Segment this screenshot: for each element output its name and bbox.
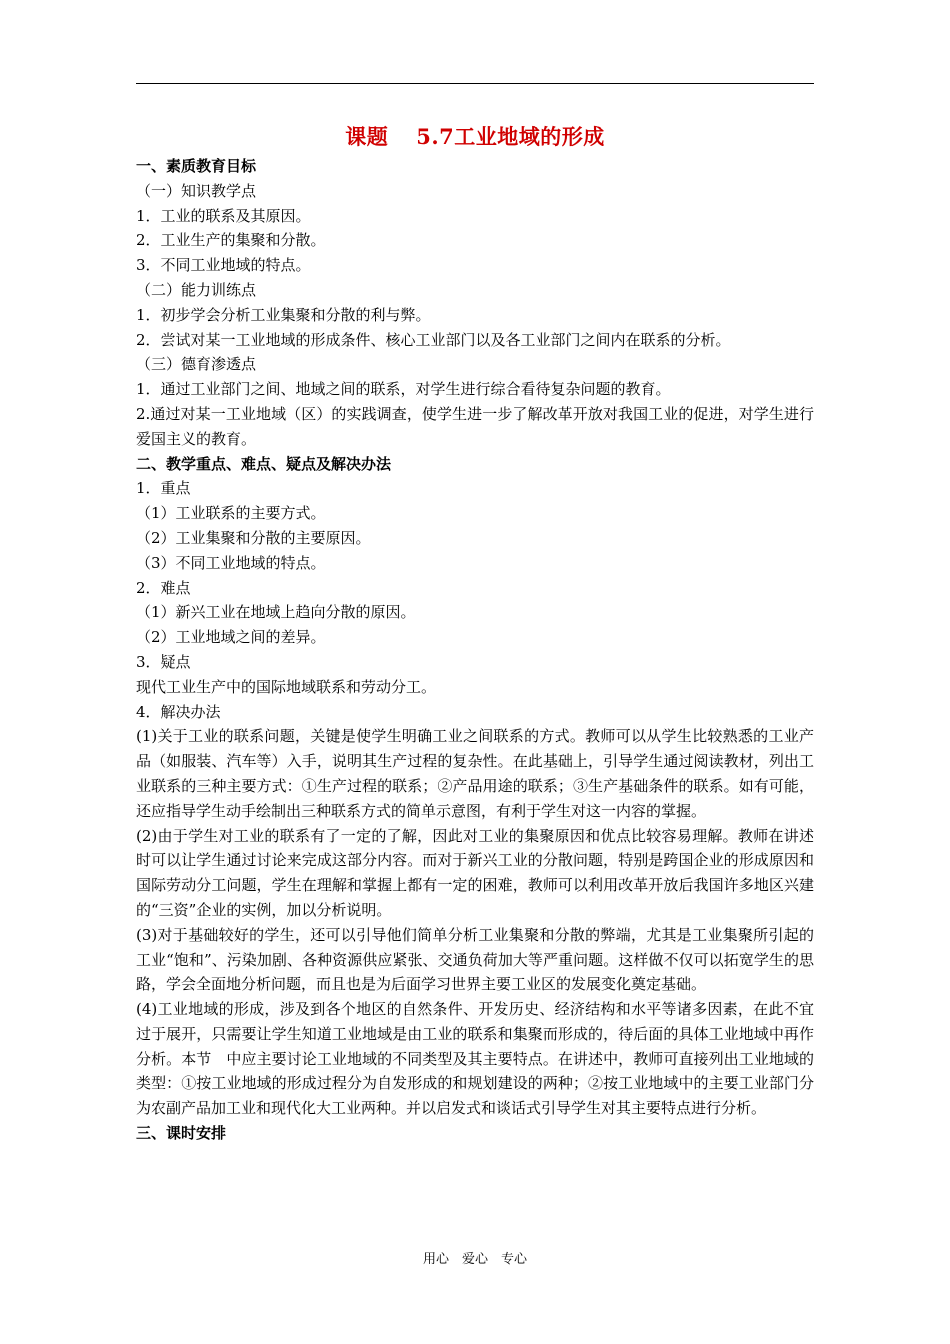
header-rule (136, 83, 814, 84)
document-body (136, 120, 814, 1146)
list-item: 1．工业的联系及其原因。 (136, 206, 311, 225)
subsection-heading: 4．解决办法 (136, 702, 221, 721)
list-item: 2．工业生产的集聚和分散。 (136, 231, 326, 250)
title-prefix: 课题 (345, 124, 389, 149)
subsection-heading: 2．难点 (136, 578, 191, 597)
title-main: 5.7工业地域的形成 (416, 124, 605, 149)
subsection-heading: （一）知识教学点 (136, 181, 257, 200)
list-item: 2.通过对某一工业地域（区）的实践调查，使学生进一步了解改革开放对我国工业的促进，对学生进行爱国主义的教育。 (136, 404, 814, 448)
list-item: 3．不同工业地域的特点。 (136, 256, 311, 275)
paragraph: (4)工业地域的形成，涉及到各个地区的自然条件、开发历史、经济结构和水平等诸多因素，在此不宜过于展开，只需要让学生知道工业地域是由工业的联系和集聚而形成的，待后面的具体工业地域中再作分析。本节 中应主要讨论工业地域的不同类型及其主要特点。在讲述中，教师可直接列出工业地域的类型：①按工业地域的形成过程分为自发形成的和规划建设的两种；②按工业地域中的主要工业部门分为农副产品加工业和现代化大工业两种。并以启发式和谈话式引导学生对其主要特点进行分析。 (136, 1000, 814, 1118)
list-item: 2．尝试对某一工业地域的形成条件、核心工业部门以及各工业部门之间内在联系的分析。 (136, 330, 731, 349)
list-item: （2）工业集聚和分散的主要原因。 (136, 528, 371, 547)
page-title (136, 120, 814, 154)
list-item: 1．通过工业部门之间、地域之间的联系，对学生进行综合看待复杂问题的教育。 (136, 380, 671, 399)
paragraph: (1)关于工业的联系问题，关键是使学生明确工业之间联系的方式。教师可以从学生比较熟悉的工业产品（如服装、汽车等）入手，说明其生产过程的复杂性。在此基础上，引导学生通过阅读教材，列出工业联系的三种主要方式：①生产过程的联系；②产品用途的联系；③生产基础条件的联系。如有可能，还应指导学生动手绘制出三种联系方式的简单示意图，有利于学生对这一内容的掌握。 (136, 727, 814, 820)
paragraph: (2)由于学生对工业的联系有了一定的了解，因此对工业的集聚原因和优点比较容易理解。教师在讲述时可以让学生通过讨论来完成这部分内容。而对于新兴工业的分散问题，特别是跨国企业的形成原因和国际劳动分工问题，学生在理解和掌握上都有一定的困难，教师可以利用改革开放后我国许多地区兴建的“三资”企业的实例，加以分析说明。 (136, 826, 814, 919)
list-item: 1．初步学会分析工业集聚和分散的利与弊。 (136, 305, 431, 324)
section-heading: 一、素质教育目标 (136, 157, 257, 175)
subsection-heading: 3．疑点 (136, 652, 191, 671)
subsection-heading: （二）能力训练点 (136, 280, 257, 299)
list-item: （2）工业地域之间的差异。 (136, 628, 326, 647)
list-item: （1）新兴工业在地域上趋向分散的原因。 (136, 603, 416, 622)
list-item: （3）不同工业地域的特点。 (136, 553, 326, 572)
paragraph: (3)对于基础较好的学生，还可以引导他们简单分析工业集聚和分散的弊端，尤其是工业集聚所引起的工业“饱和”、污染加剧、各种资源供应紧张、交通负荷加大等严重问题。这样做不仅可以拓宽学生的思路，学会全面地分析问题，而且也是为后面学习世界主要工业区的发展变化奠定基础。 (136, 925, 814, 994)
list-item: （1）工业联系的主要方式。 (136, 504, 326, 523)
section-heading: 二、教学重点、难点、疑点及解决办法 (136, 454, 392, 473)
subsection-heading: （三）德育渗透点 (136, 355, 257, 374)
subsection-heading: 1．重点 (136, 479, 191, 498)
body-text: 现代工业生产中的国际地域联系和劳动分工。 (136, 677, 437, 696)
page-footer: 用心 爱心 专心 (422, 1252, 527, 1267)
section-heading: 三、课时安排 (136, 1124, 227, 1143)
